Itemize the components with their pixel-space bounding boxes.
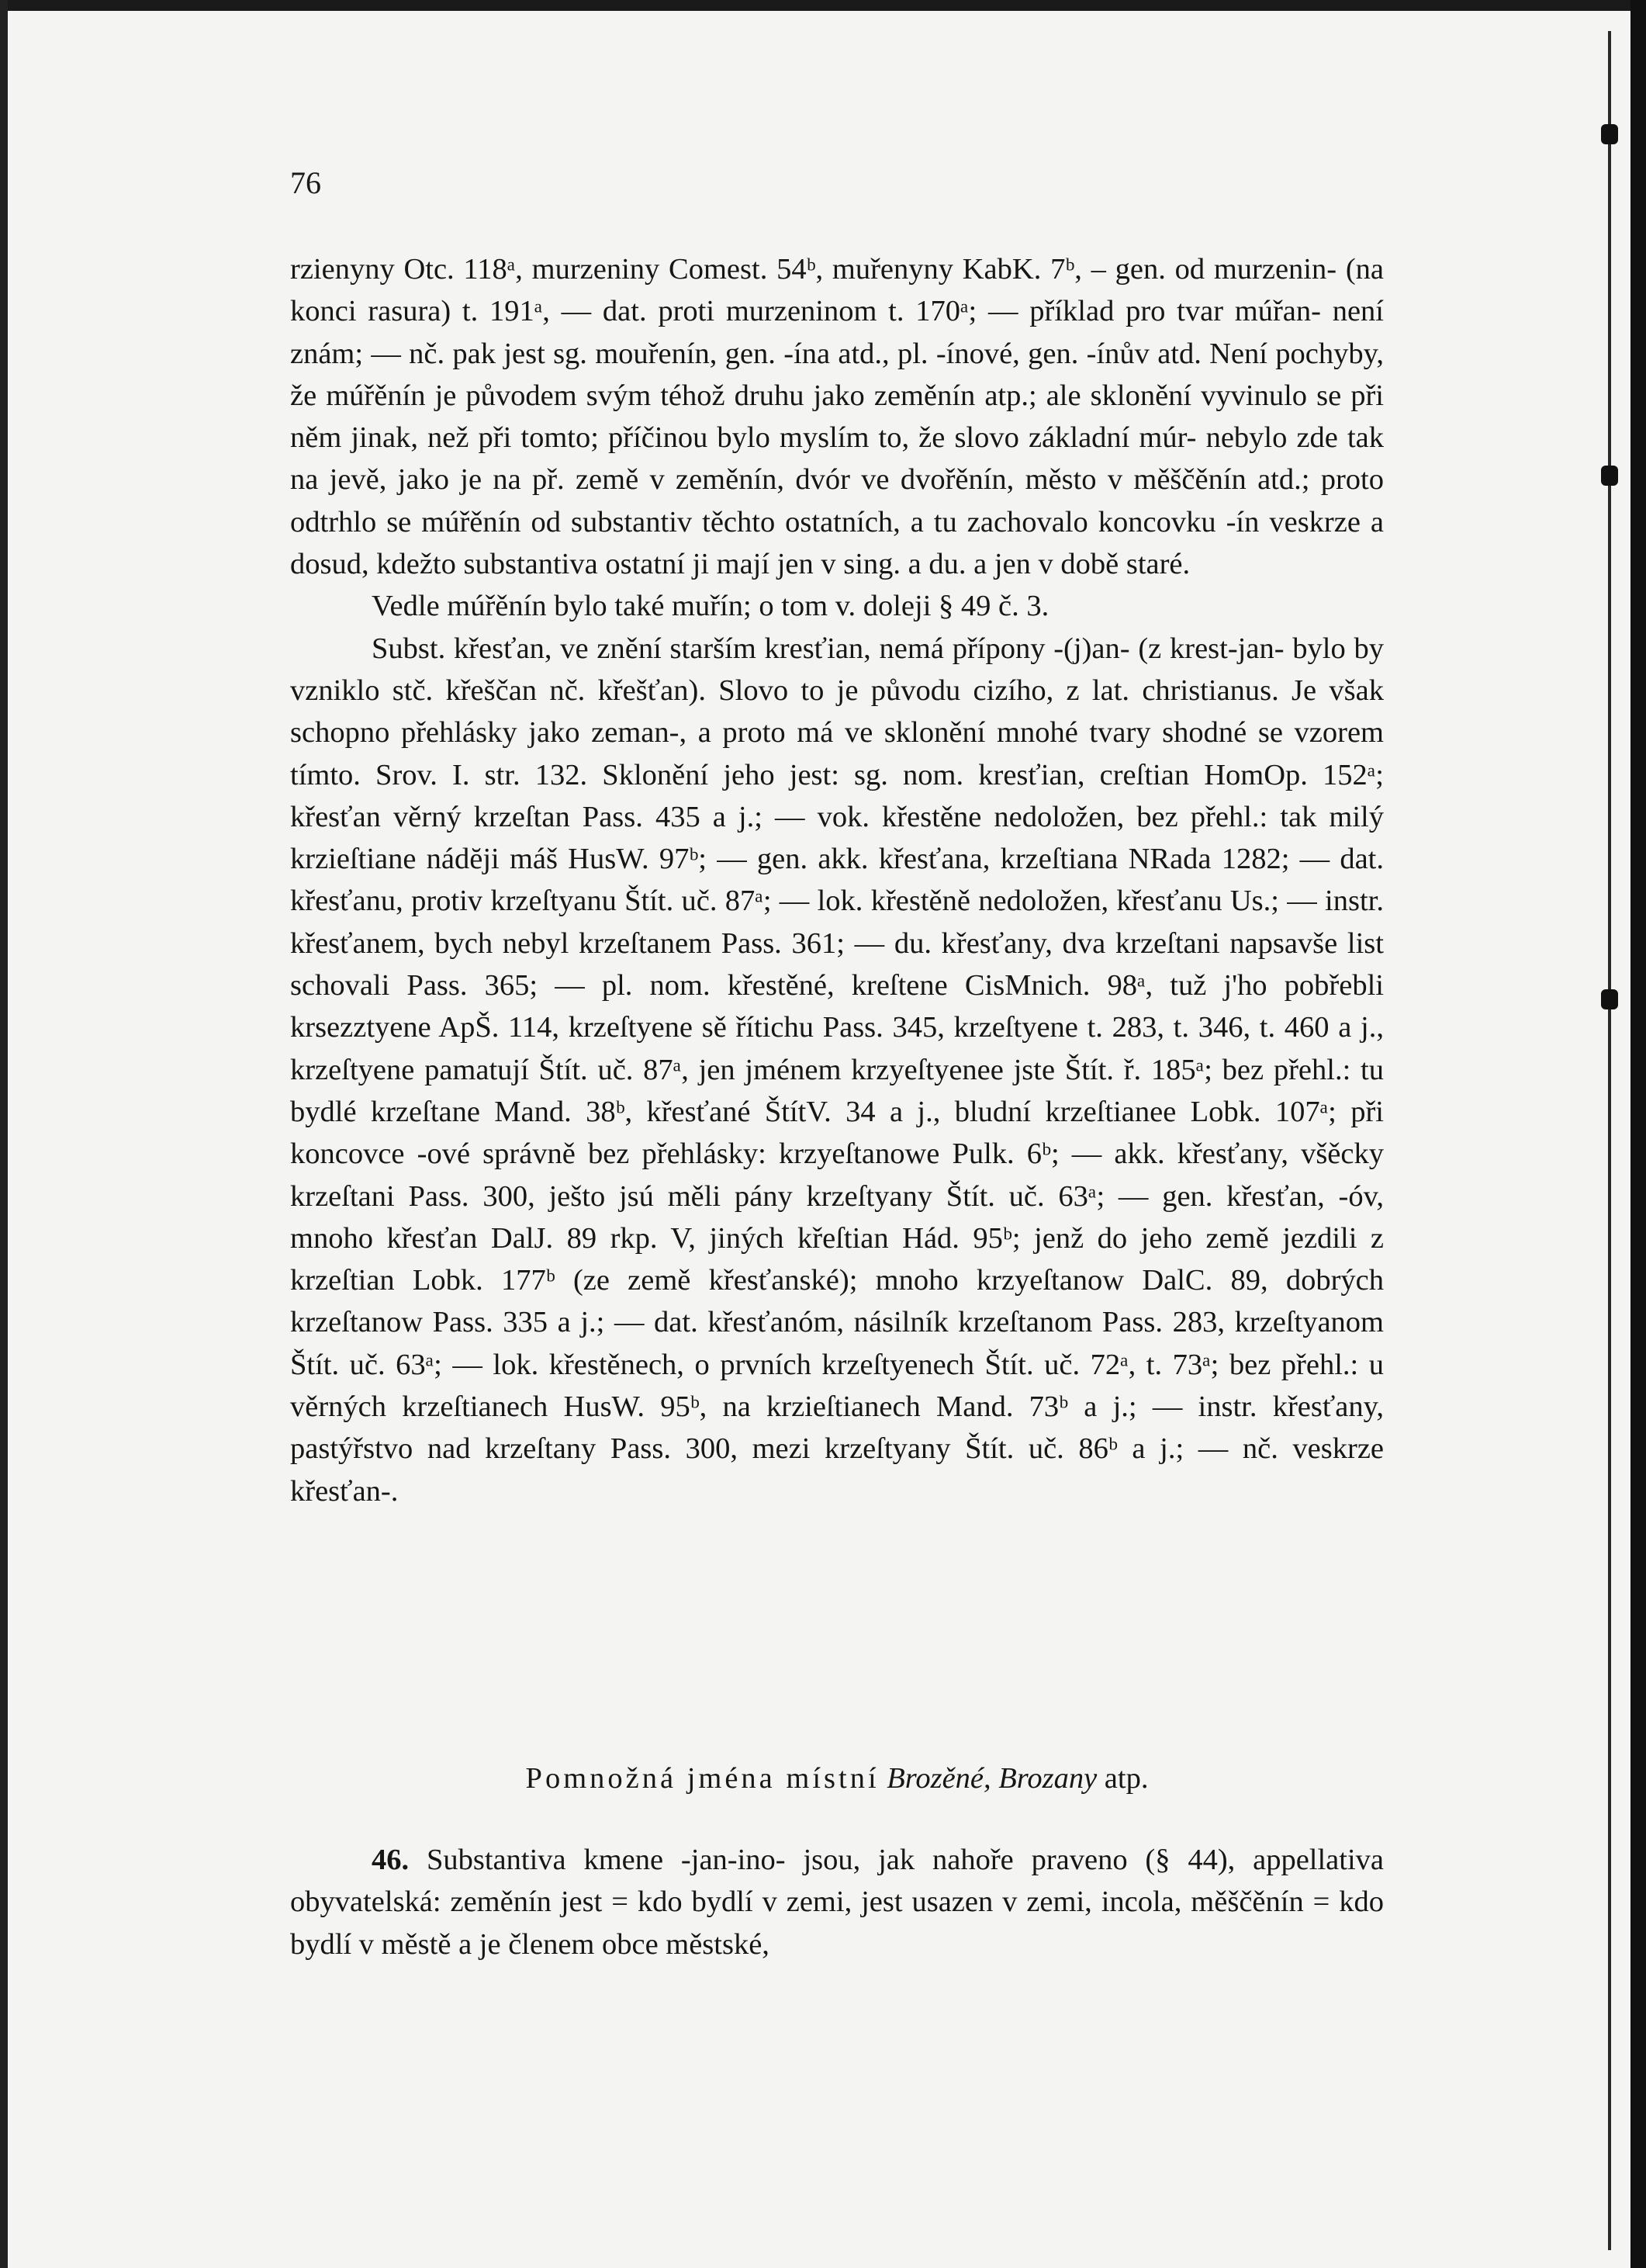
section-heading-examples: Brozěné, Brozany bbox=[887, 1762, 1098, 1795]
main-text-block bbox=[290, 248, 1384, 1512]
paragraph: rzienyny Otc. 118ᵃ, murzeniny Comest. 54ᵇ, muřenyny KabK. 7ᵇ, – gen. od murzenin- (na konci rasura) t. 191ᵃ, — dat. proti murzeninom t. 170ᵃ; — příklad pro tvar múřan- není znám; — nč. pak jest sg. mouřenín, gen. -ína atd., pl. -ínové, gen. -ínův atd. Není pochyby, že múřěnín je původem svým téhož druhu jako zeměnín atp.; ale sklonění vyvinulo se při něm jinak, než při tomto; příčinou bylo myslím to, že slovo základní múr- nebylo zde tak na jevě, jako je na př. země v zeměnín, dvór ve dvořěnín, město v měščěnín atd.; proto odtrhlo se múřěnín od substantiv těchto ostatních, a tu zachovalo koncovku -ín veskrze a dosud, kdežto substantiva ostatní ji mají jen v sing. a du. a jen v době staré. bbox=[290, 253, 1384, 581]
section-heading-tail: atp. bbox=[1104, 1762, 1149, 1795]
paragraph: Subst. křesťan, ve znění starším kresťian, nemá přípony -(j)an- (z krest-jan- bylo by vzniklo stč. křeščan nč. křešťan). Slovo to je původu cizího, z lat. christianus. Je však schopno přehlásky jako zeman-, a proto má ve sklonění mnohé tvary shodné se vzorem tímto. Srov. I. str. 132. Sklonění jeho jest: sg. nom. kresťian, creſtian HomOp. 152ᵃ; křesťan věrný krzeſtan Pass. 435 a j.; — vok. křestěne nedoložen, bez přehl.: tak milý krzieſtiane nádĕji máš HusW. 97ᵇ; — gen. akk. křesťana, krzeſtiana NRada 1282; — dat. křesťanu, protiv krzeſtyanu Štít. uč. 87ᵃ; — lok. křestěně nedoložen, křesťanu Us.; — instr. křesťanem, bych nebyl krzeſtanem Pass. 361; — du. křesťany, dva krzeſtani napsavše list schovali Pass. 365; — pl. nom. křestěné, kreſtene CisMnich. 98ᵃ, tuž j'ho pobřebli krsezztyene ApŠ. 114, krzeſtyene sě řítichu Pass. 345, krzeſtyene t. 283, t. 346, t. 460 a j., krzeſtyene pamatují Štít. uč. 87ᵃ, jen jménem krzyeſtyenee jste Štít. ř. 185ᵃ; bez přehl.: tu bydlé krzeſtane Mand. 38ᵇ, křesťané ŠtítV. 34 a j., bludní krzeſtianee Lobk. 107ᵃ; při koncovce -ové správně bez přehlásky: krzyeſtanowe Pulk. 6ᵇ; — akk. křesťany, všěcky krzeſtani Pass. 300, ješto jsú měli pány krzeſtyany Štít. uč. 63ᵃ; — gen. křesťan, -óv, mnoho křesťan DalJ. 89 rkp. V, jiných křeſtian Hád. 95ᵇ; jenž do jeho země jezdili z krzeſtian Lobk. 177ᵇ (ze země křesťanské); mnoho krzyeſtanow DalC. 89, dobrých krzeſtanow Pass. 335 a j.; — dat. křesťanóm, násilník krzeſtanom Pass. 283, krzeſtyanom Štít. uč. 63ᵃ; — lok. křestěnech, o prvních krzeſtyenech Štít. uč. 72ᵃ, t. 73ᵃ; bez přehl.: u věrných krzeſtianech HusW. 95ᵇ, na krzieſtianech Mand. 73ᵇ a j.; — instr. křesťany, pastýřstvo nad krzeſtany Pass. 300, mezi krzeſtyany Štít. uč. 86ᵇ a j.; — nč. veskrze křesťan-. bbox=[290, 632, 1384, 1508]
page-number: 76 bbox=[290, 165, 321, 200]
scan-edge-line bbox=[1608, 31, 1611, 2250]
scan-border-top bbox=[0, 0, 1646, 11]
section-heading bbox=[290, 1761, 1384, 1795]
section-text: Substantiva kmene -jan-ino- jsou, jak nahoře praveno (§ 44), appellativa obyvatelská: zeměnín jest = kdo bydlí v zemi, jest usazen v zemi, incola, měščěnín = kdo bydlí v městě a je členem obce městské, bbox=[290, 1844, 1384, 1961]
section-text-block bbox=[290, 1839, 1384, 1965]
scan-edge-mark bbox=[1601, 989, 1618, 1009]
section-paragraph bbox=[290, 1839, 1384, 1965]
scan-edge-mark bbox=[1601, 124, 1618, 144]
section-heading-title: Pomnožná jména místní bbox=[525, 1762, 880, 1795]
paragraph: Vedle múřěnín bylo také muřín; o tom v. doleji § 49 č. 3. bbox=[372, 590, 1049, 623]
scan-edge-mark bbox=[1601, 466, 1618, 486]
scan-border-left bbox=[0, 0, 8, 2268]
section-number: 46. bbox=[372, 1844, 410, 1876]
scan-border-right bbox=[1630, 0, 1646, 2268]
